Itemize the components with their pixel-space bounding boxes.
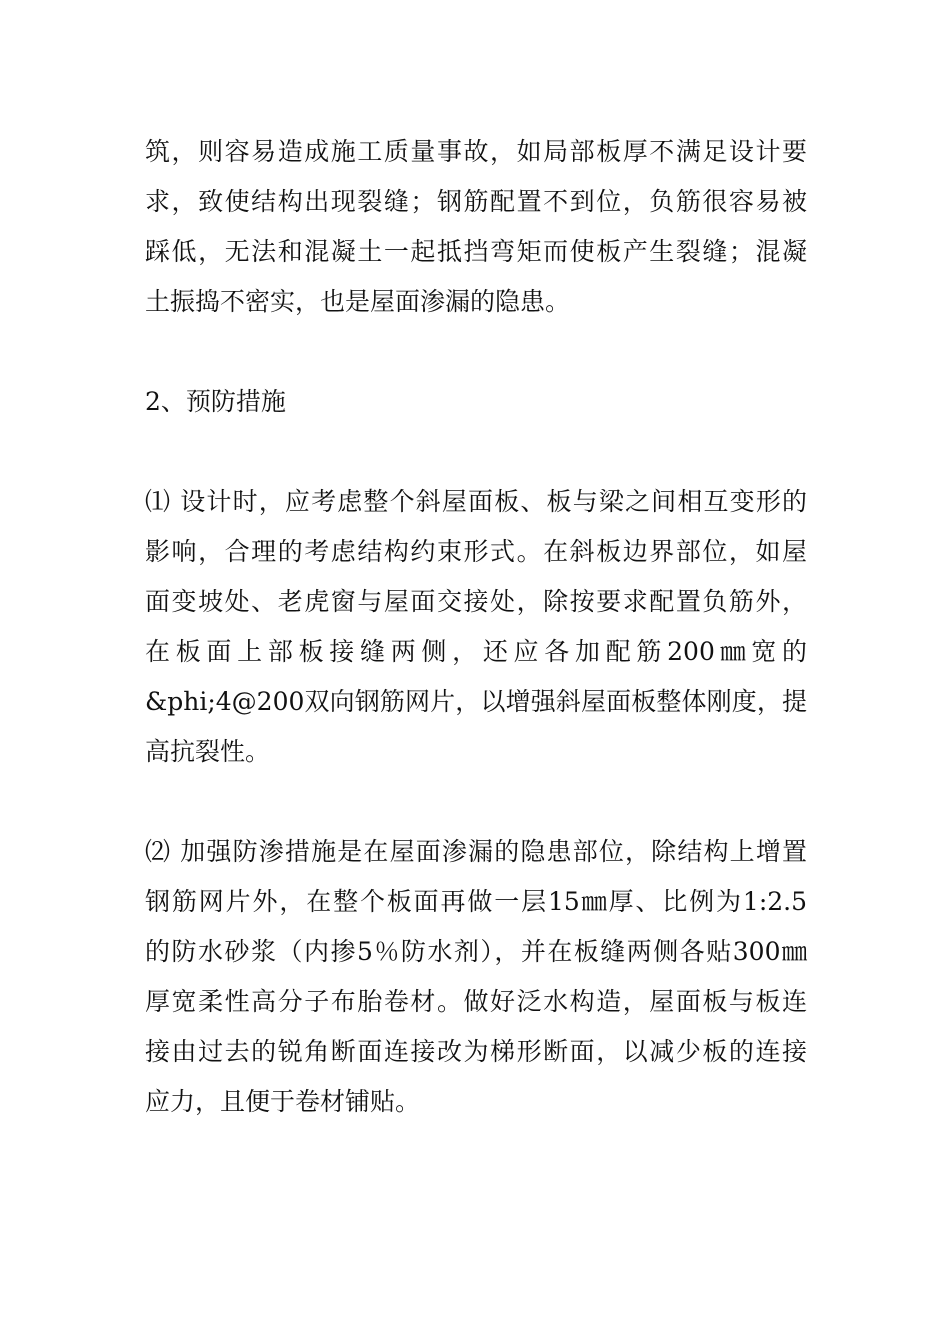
section-heading: 2、预防措施 bbox=[145, 387, 286, 416]
paragraph-1-line-2: 求，致使结构出现裂缝；钢筋配置不到位，负筋很容易被 bbox=[145, 187, 807, 216]
paragraph-1-line-4: 土振捣不密实，也是屋面渗漏的隐患。 bbox=[145, 287, 571, 316]
paragraph-3-line-4: 厚宽柔性高分子布胎卷材。做好泛水构造，屋面板与板连 bbox=[145, 987, 807, 1016]
paragraph-3-line-1: ⑵ 加强防渗措施是在屋面渗漏的隐患部位，除结构上增置 bbox=[145, 837, 807, 866]
paragraph-1-line-3: 踩低，无法和混凝土一起抵挡弯矩而使板产生裂缝；混凝 bbox=[145, 237, 807, 266]
paragraph-2-line-4: 在板面上部板接缝两侧，还应各加配筋200㎜宽的 bbox=[145, 637, 807, 666]
paragraph-2-line-3: 面变坡处、老虎窗与屋面交接处，除按要求配置负筋外， bbox=[145, 587, 807, 616]
paragraph-2-line-2: 影响，合理的考虑结构约束形式。在斜板边界部位，如屋 bbox=[145, 537, 807, 566]
paragraph-3-line-6: 应力，且便于卷材铺贴。 bbox=[145, 1087, 421, 1116]
paragraph-2-line-5: &phi;4@200双向钢筋网片，以增强斜屋面板整体刚度，提 bbox=[145, 687, 807, 716]
paragraph-2-line-6: 高抗裂性。 bbox=[145, 737, 271, 766]
paragraph-2-line-1: ⑴ 设计时，应考虑整个斜屋面板、板与梁之间相互变形的 bbox=[145, 487, 807, 516]
paragraph-1-line-1: 筑，则容易造成施工质量事故，如局部板厚不满足设计要 bbox=[145, 137, 807, 166]
paragraph-3-line-2: 钢筋网片外，在整个板面再做一层15㎜厚、比例为1:2.5 bbox=[145, 887, 807, 916]
paragraph-3-line-3: 的防水砂浆（内掺5％防水剂），并在板缝两侧各贴300㎜ bbox=[145, 937, 807, 966]
paragraph-3-line-5: 接由过去的锐角断面连接改为梯形断面，以减少板的连接 bbox=[145, 1037, 807, 1066]
